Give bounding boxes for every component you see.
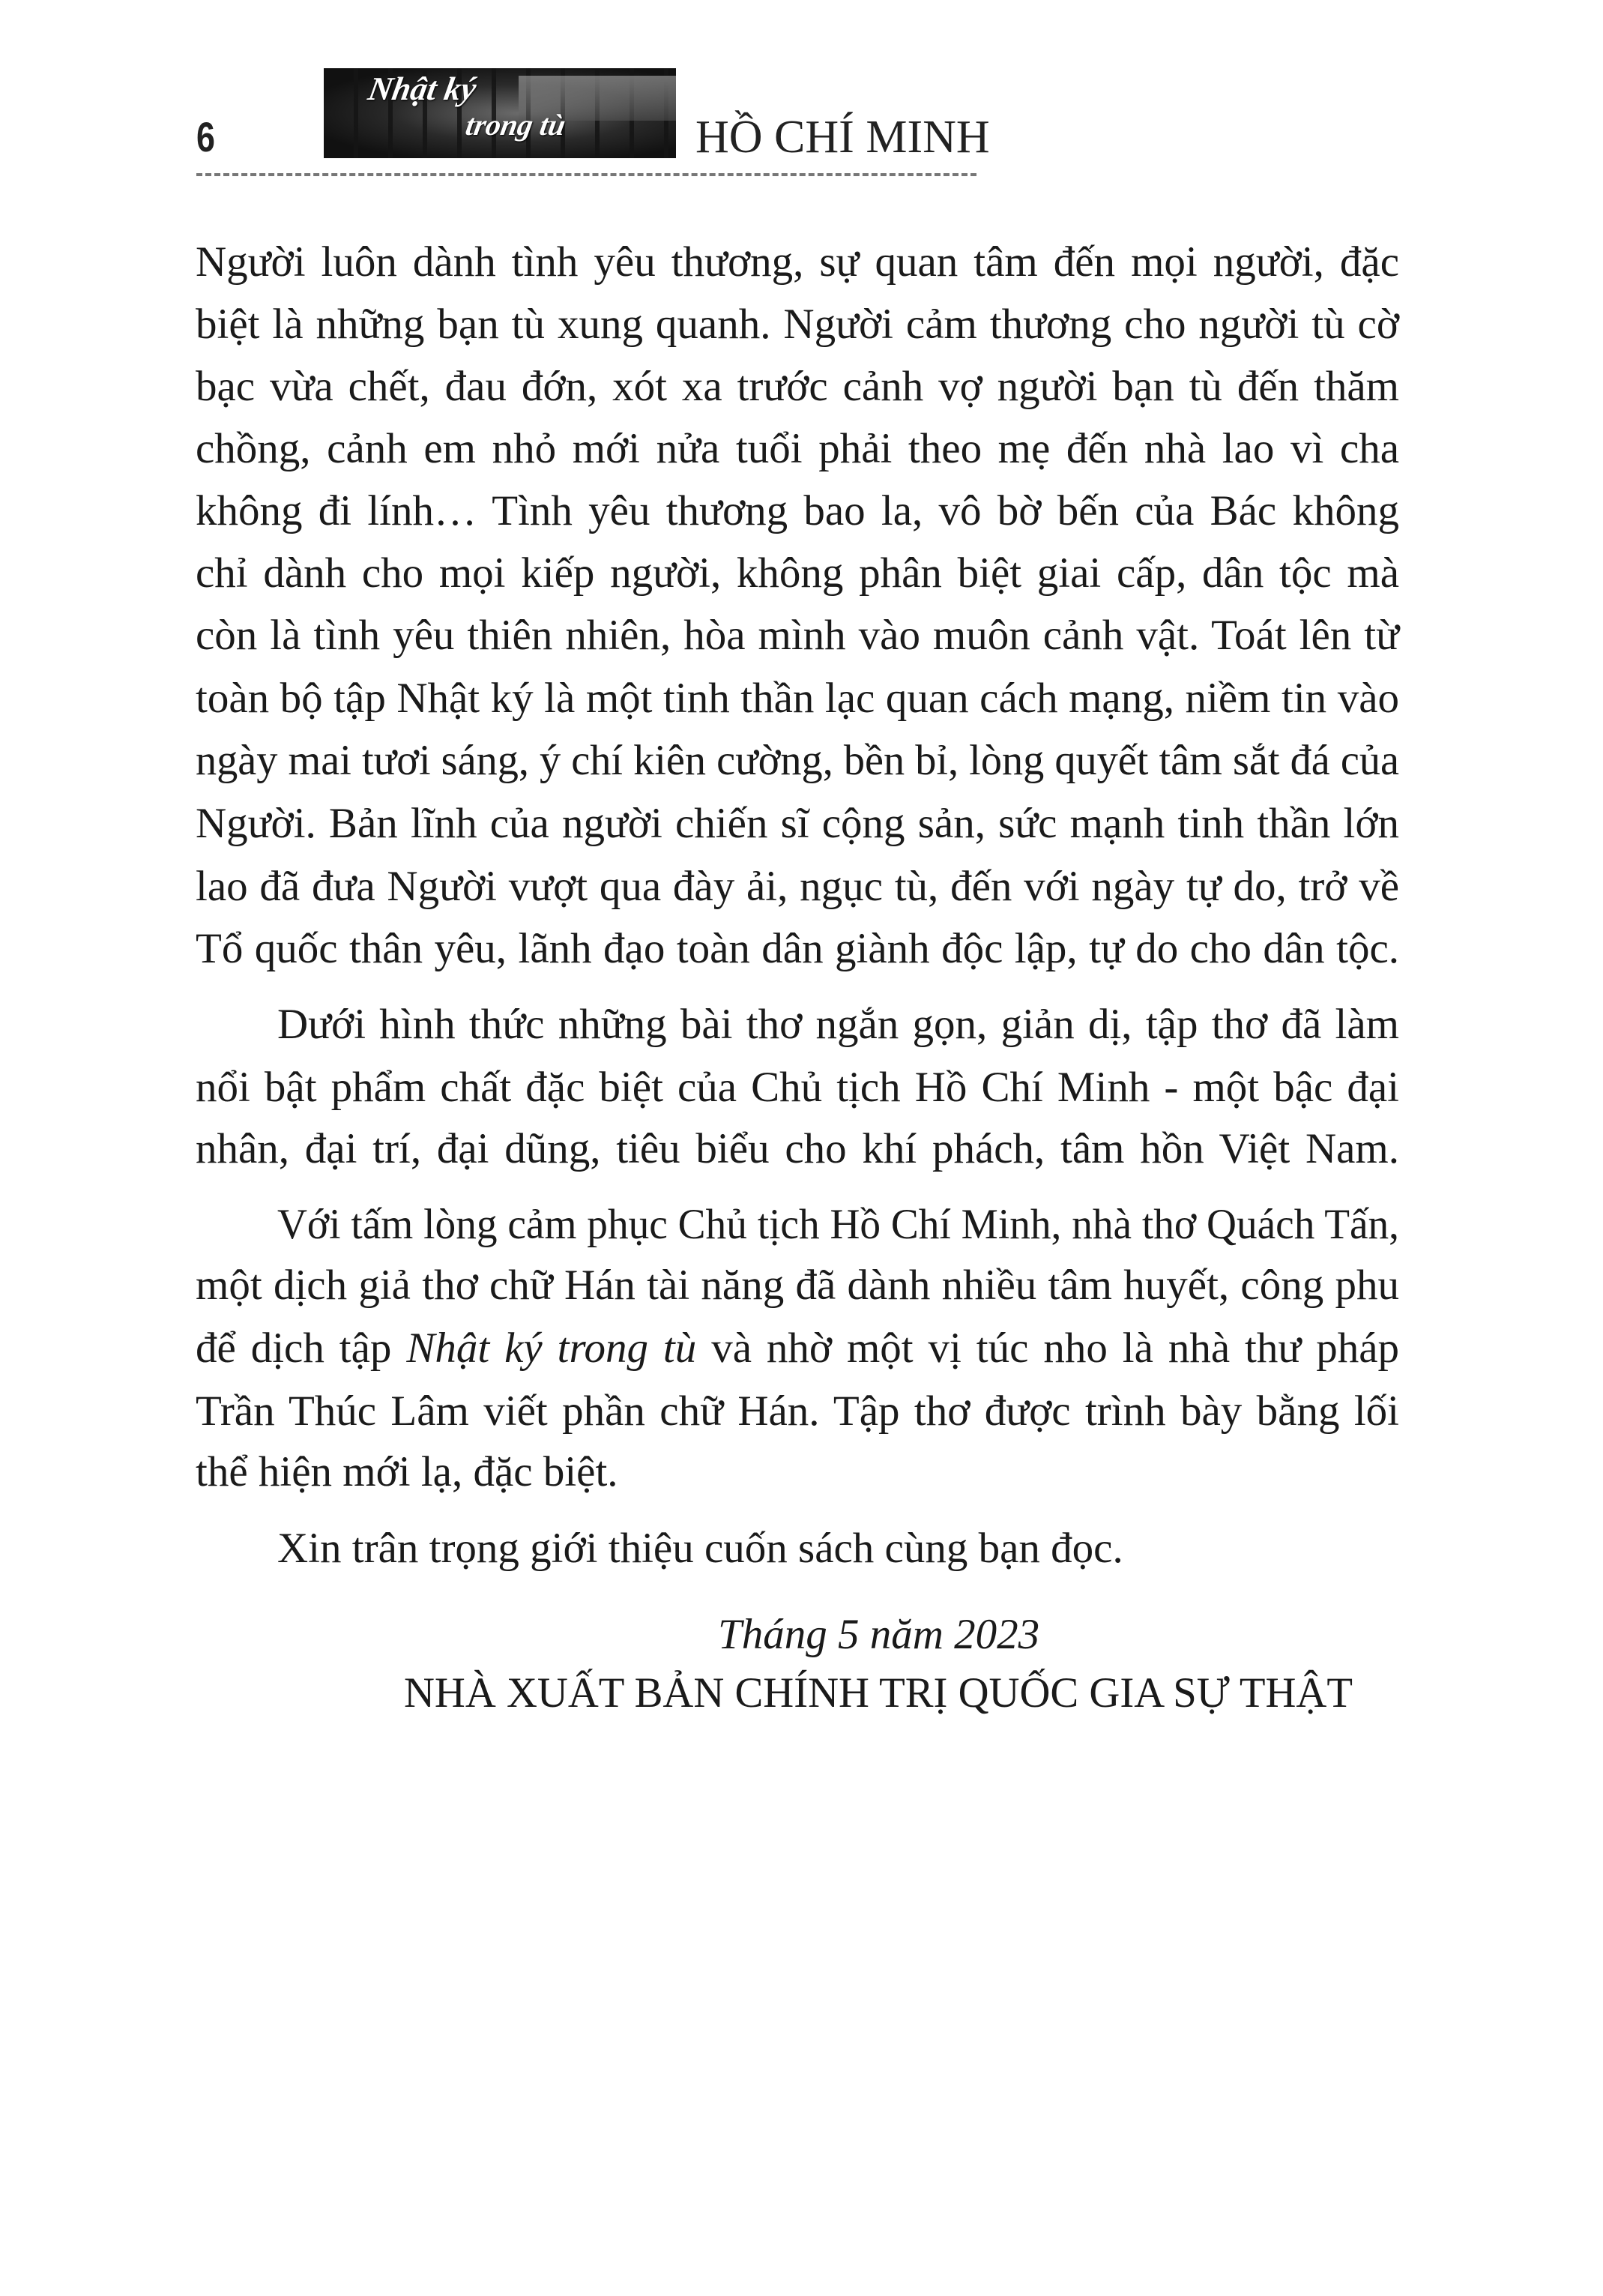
- book-title-italic: Nhật ký trong tù: [406, 1325, 697, 1372]
- text-line: biệt là những bạn tù xung quanh. Người cảm thương cho người tù cờ: [196, 301, 1399, 348]
- text-line: bạc vừa chết, đau đớn, xót xa trước cảnh vợ người bạn tù đến thăm: [196, 363, 1399, 410]
- text-line: Trần Thúc Lâm viết phần chữ Hán. Tập thơ được trình bày bằng lối: [196, 1387, 1399, 1435]
- publisher-name: NHÀ XUẤT BẢN CHÍNH TRỊ QUỐC GIA SỰ THẬT: [404, 1669, 1353, 1717]
- text-line: chỉ dành cho mọi kiếp người, không phân biệt giai cấp, dân tộc mà: [196, 549, 1399, 597]
- text-line: Tổ quốc thân yêu, lãnh đạo toàn dân giành độc lập, tự do cho dân tộc.: [196, 925, 1399, 972]
- book-title-banner-image: [324, 68, 676, 158]
- text-line: một dịch giả thơ chữ Hán tài năng đã dành nhiều tâm huyết, công phu: [196, 1262, 1399, 1309]
- header-dashed-divider: [196, 173, 976, 176]
- signature-date: Tháng 5 năm 2023: [718, 1611, 1040, 1658]
- text-line: ngày mai tươi sáng, ý chí kiên cường, bền bỉ, lòng quyết tâm sắt đá của: [196, 737, 1399, 784]
- running-header-author: HỒ CHÍ MINH: [695, 112, 990, 163]
- text-line: không đi lính… Tình yêu thương bao la, vô bờ bến của Bác không: [196, 487, 1399, 534]
- text-line: nhân, đại trí, đại dũng, tiêu biểu cho khí phách, tâm hồn Việt Nam.: [196, 1125, 1399, 1172]
- page-number: 6: [196, 113, 215, 160]
- text-line: Người luôn dành tình yêu thương, sự quan tâm đến mọi người, đặc: [196, 238, 1399, 286]
- text-line: Xin trân trọng giới thiệu cuốn sách cùng bạn đọc.: [277, 1525, 1123, 1572]
- text-line: còn là tình yêu thiên nhiên, hòa mình vào muôn cảnh vật. Toát lên từ: [196, 612, 1399, 659]
- text-line: Người. Bản lĩnh của người chiến sĩ cộng sản, sức mạnh tinh thần lớn: [196, 800, 1399, 847]
- banner-title-line2: trong tù: [463, 108, 569, 142]
- text-line: Dưới hình thức những bài thơ ngắn gọn, giản dị, tập thơ đã làm: [277, 1001, 1399, 1048]
- text-segment: để dịch tập: [196, 1325, 407, 1372]
- text-line: thể hiện mới lạ, đặc biệt.: [196, 1448, 618, 1495]
- text-line: nổi bật phẩm chất đặc biệt của Chủ tịch Hồ Chí Minh - một bậc đại: [196, 1064, 1399, 1111]
- text-line: Với tấm lòng cảm phục Chủ tịch Hồ Chí Minh, nhà thơ Quách Tấn,: [277, 1201, 1399, 1248]
- text-segment: và nhờ một vị túc nho là nhà thư pháp: [696, 1325, 1399, 1372]
- text-line: lao đã đưa Người vượt qua đày ải, ngục tù, đến với ngày tự do, trở về: [196, 863, 1399, 910]
- text-line: [196, 1317, 1399, 1379]
- text-line: toàn bộ tập Nhật ký là một tinh thần lạc quan cách mạng, niềm tin vào: [196, 675, 1399, 722]
- banner-title-line1: Nhật ký: [365, 70, 480, 107]
- text-line: chồng, cảnh em nhỏ mới nửa tuổi phải theo mẹ đến nhà lao vì cha: [196, 425, 1399, 472]
